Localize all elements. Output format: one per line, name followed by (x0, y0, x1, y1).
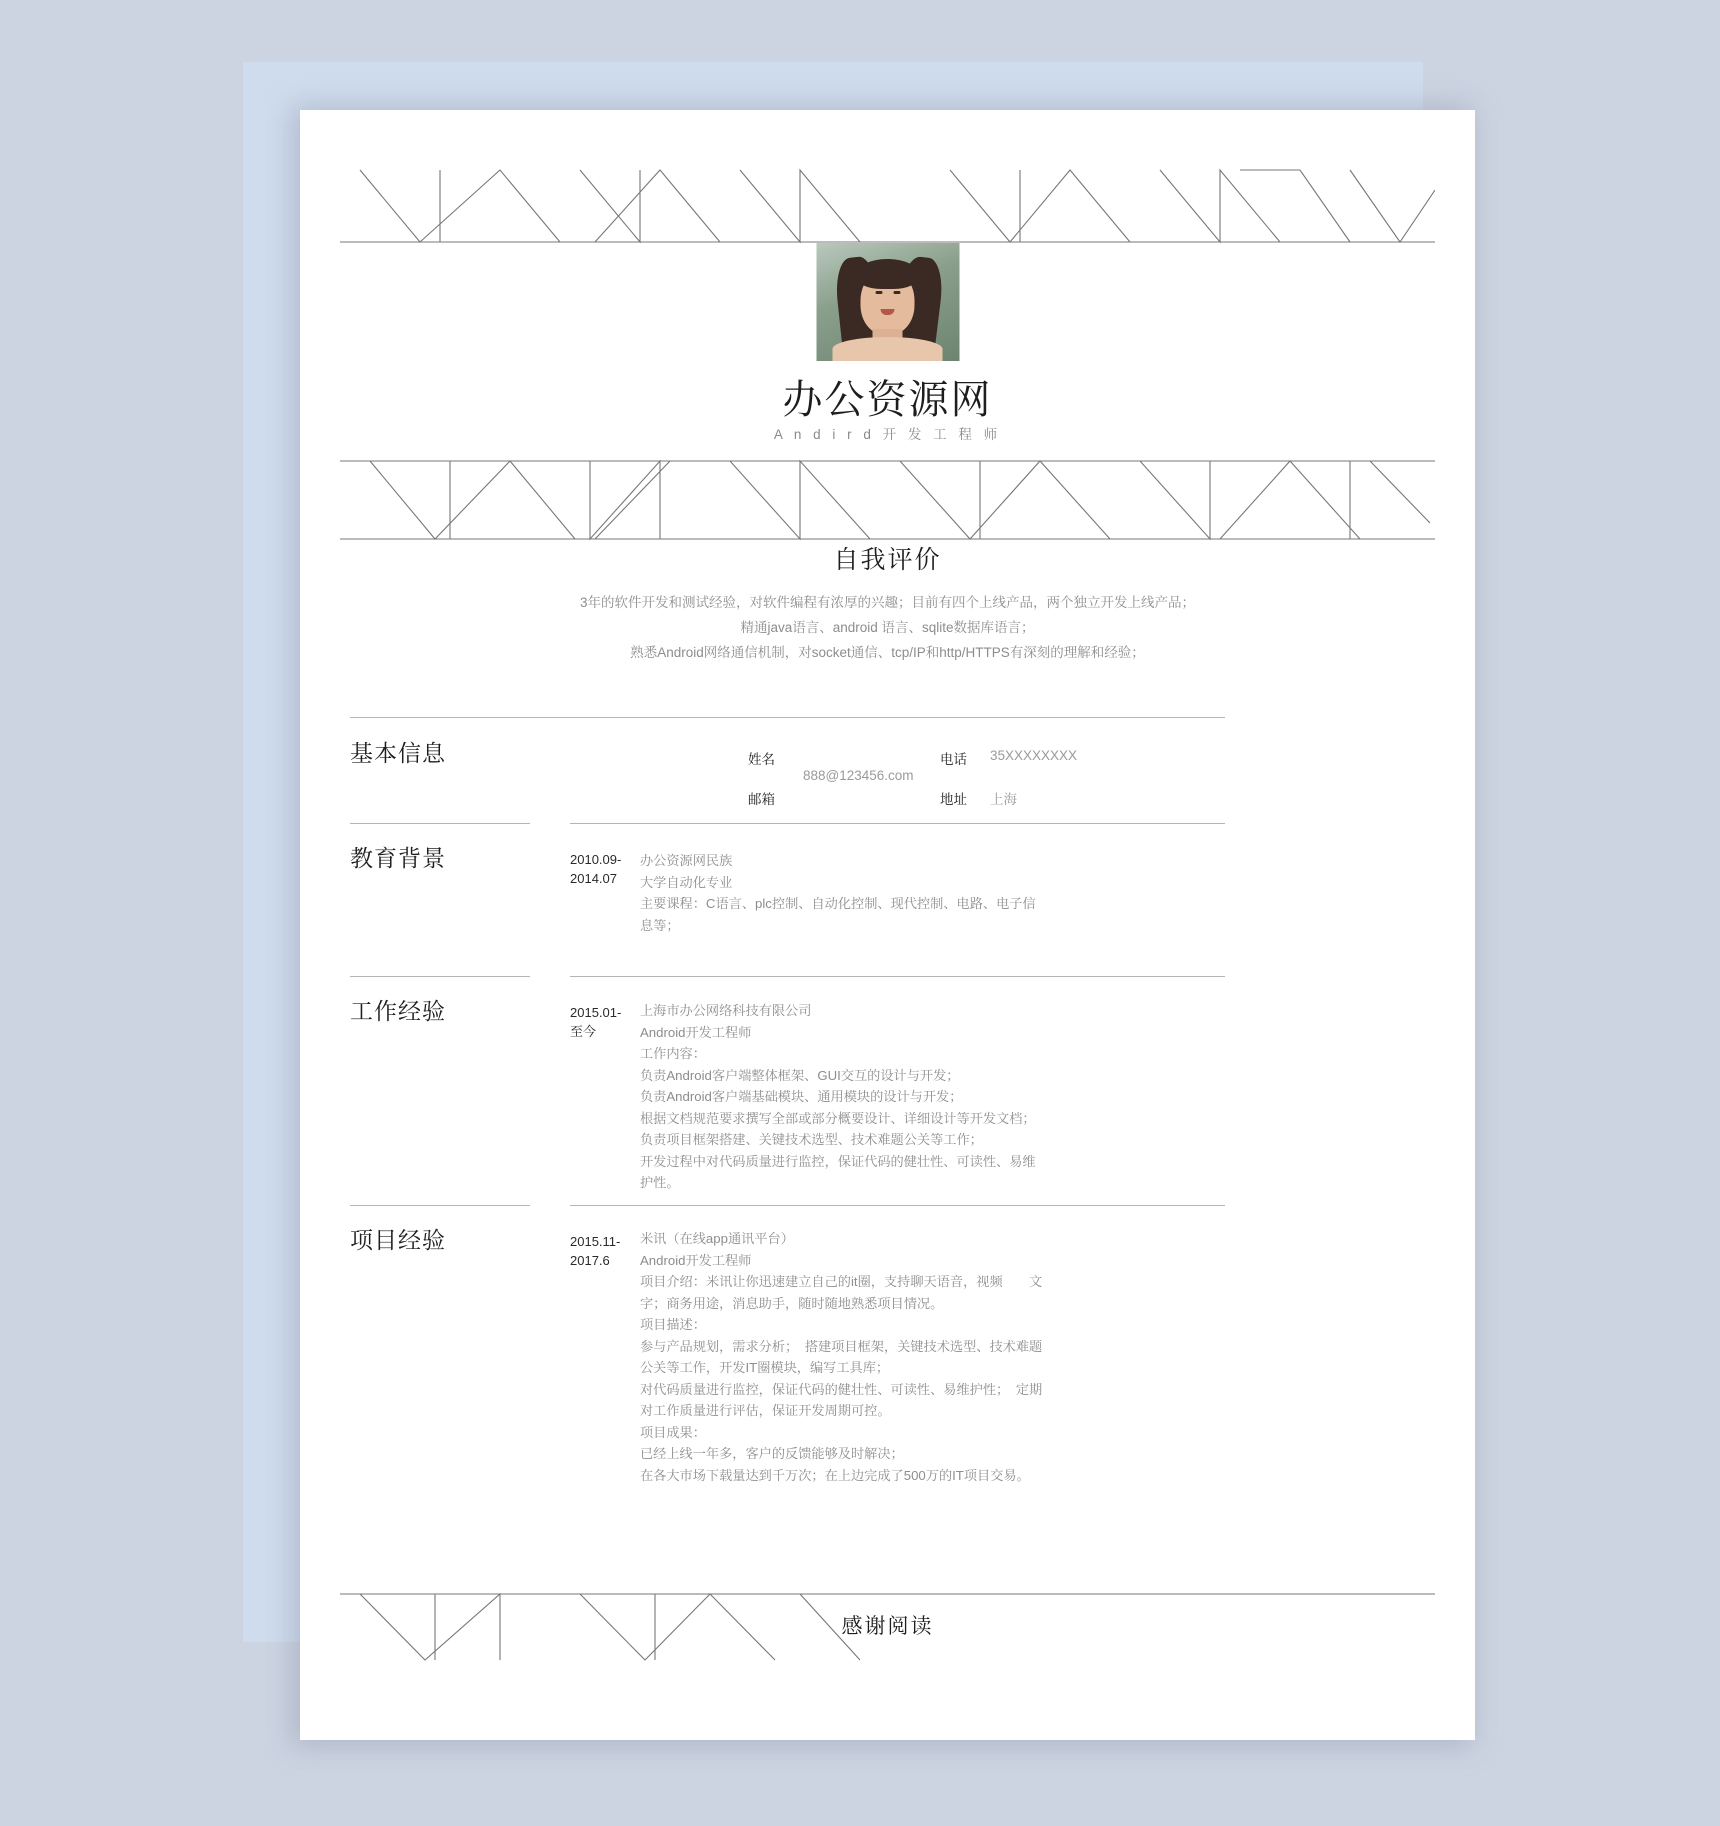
self-eval-line: 精通java语言、android 语言、sqlite数据库语言； (740, 620, 1035, 635)
field-label-email: 邮箱 (748, 792, 775, 807)
education-date: 2010.09- 2014.07 (570, 852, 622, 886)
field-value-phone: 35XXXXXXXX (990, 748, 1078, 763)
divider-work-right (570, 976, 1225, 977)
education-line: 办公资源网民族 (640, 853, 733, 868)
section-title-self-evaluation: 自我评价 (833, 546, 942, 574)
divider-project-left (350, 1205, 530, 1206)
project-line: 已经上线一年多，客户的反馈能够及时解决； (640, 1446, 904, 1461)
field-label-address: 地址 (940, 792, 967, 807)
resume-page (300, 110, 1475, 1740)
profile-photo (816, 243, 959, 361)
work-line: 负责项目框架搭建、关键技术选型、技术难题公关等工作； (640, 1132, 983, 1147)
work-line: 工作内容： (640, 1046, 706, 1061)
field-value-address: 上海 (990, 792, 1017, 807)
work-line: 开发过程中对代码质量进行监控，保证代码的健壮性、可读性、易维 (640, 1153, 1036, 1169)
education-line: 大学自动化专业 (640, 874, 733, 890)
section-title-education: 教育背景 (350, 845, 446, 871)
footer-thanks: 感谢阅读 (841, 1615, 934, 1638)
work-line: 护性。 (640, 1175, 680, 1190)
self-eval-line: 3年的软件开发和测试经验，对软件编程有浓厚的兴趣；目前有四个上线产品，两个独立开发上线产品； (579, 595, 1195, 610)
self-evaluation-body (300, 590, 1475, 665)
work-date: 2015.01- 至今 (570, 1005, 622, 1039)
divider-education-right (570, 823, 1225, 824)
divider-basic-info-top (350, 717, 1225, 718)
work-line: Android开发工程师 (640, 1024, 752, 1040)
project-date: 2015.11- 2017.6 (570, 1234, 621, 1268)
project-line: 字；商务用途，消息助手，随时随地熟悉项目情况。 (640, 1295, 944, 1311)
divider-work-left (350, 976, 530, 977)
zigzag-band-top (340, 160, 1435, 245)
project-line: 对代码质量进行监控，保证代码的健壮性、可读性、易维护性； 定期 (640, 1381, 1043, 1397)
divider-project-right (570, 1205, 1225, 1206)
work-line: 负责Android客户端整体框架、GUI交互的设计与开发； (640, 1067, 960, 1083)
project-line: 对工作质量进行评估，保证开发周期可控。 (640, 1403, 891, 1418)
work-content (640, 1000, 1225, 1194)
education-line: 息等； (640, 917, 680, 933)
project-line: 项目成果： (640, 1424, 706, 1440)
field-value-email: 888@123456.com (803, 768, 914, 783)
self-eval-line: 熟悉Android网络通信机制，对socket通信、tcp/IP和http/HTTPS有深刻的理解和经验； (630, 645, 1145, 660)
work-line: 根据文档规范要求撰写全部或部分概要设计、详细设计等开发文档； (640, 1110, 1036, 1126)
education-content (640, 850, 1225, 936)
project-content (640, 1228, 1225, 1486)
project-line: 项目描述： (640, 1317, 706, 1332)
field-label-name: 姓名 (748, 752, 775, 767)
project-line: 公关等工作，开发IT圈模块，编写工具库； (640, 1360, 890, 1375)
candidate-name: 办公资源网 (782, 378, 993, 422)
project-line: 参与产品规划，需求分析； 搭建项目框架，关键技术选型、技术难题 (640, 1338, 1043, 1354)
field-label-phone: 电话 (940, 752, 967, 767)
project-line: 在各大市场下载量达到千万次；在上边完成了500万的IT项目交易。 (640, 1467, 1030, 1483)
project-line: Android开发工程师 (640, 1252, 752, 1268)
section-title-work: 工作经验 (350, 998, 446, 1024)
divider-education-left (350, 823, 530, 824)
work-line: 上海市办公网络科技有限公司 (640, 1003, 812, 1018)
project-line: 米讯（在线app通讯平台） (640, 1231, 794, 1246)
section-title-basic-info: 基本信息 (350, 740, 446, 766)
section-title-project: 项目经验 (350, 1227, 446, 1253)
candidate-job-title: A n d i r d 开 发 工 程 师 (773, 427, 1002, 442)
zigzag-band-middle (340, 453, 1435, 548)
project-line: 项目介绍：米讯让你迅速建立自己的it圈，支持聊天语音，视频 文 (640, 1274, 1043, 1289)
work-line: 负责Android客户端基础模块、通用模块的设计与开发； (640, 1089, 963, 1104)
education-line: 主要课程：C语言、plc控制、自动化控制、现代控制、电路、电子信 (640, 896, 1036, 911)
